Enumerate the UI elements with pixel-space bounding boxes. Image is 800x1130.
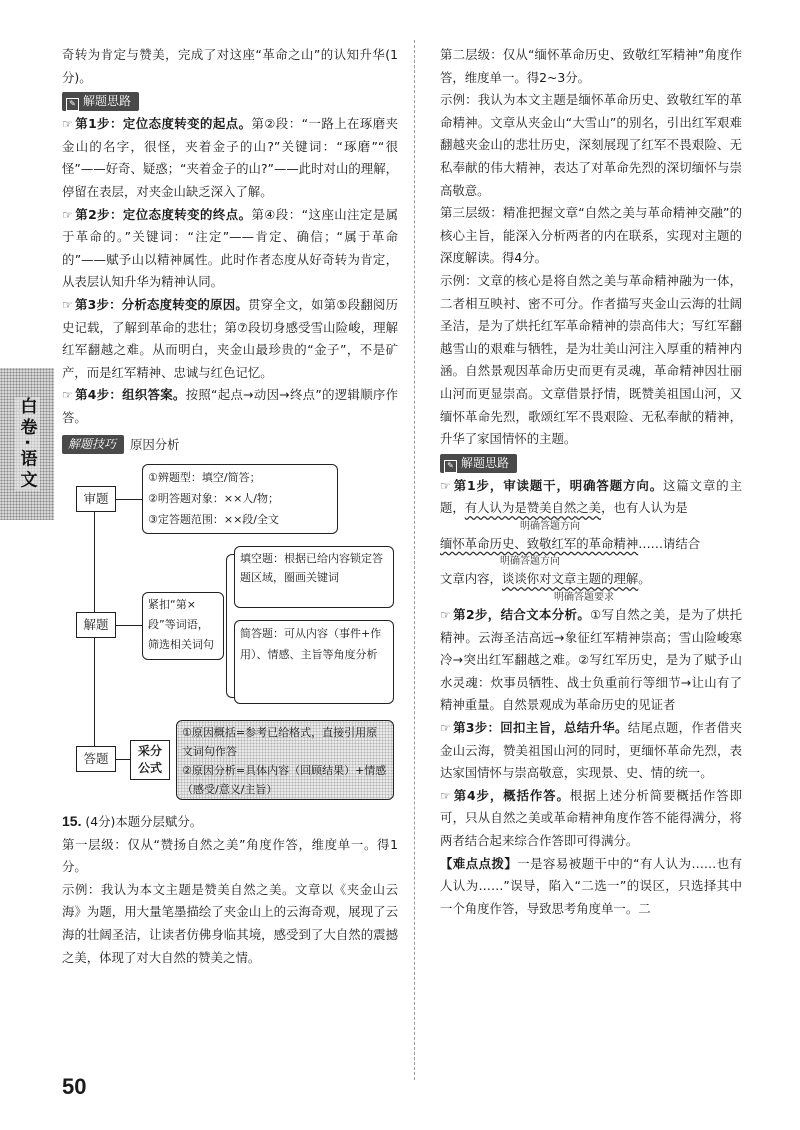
r-step-1-text-c: ……请结合	[638, 535, 701, 551]
edit-icon: ✎	[66, 98, 79, 111]
node-shen: 审题	[76, 486, 116, 512]
shen-items-box	[142, 464, 338, 534]
step-3	[62, 294, 398, 384]
step-2-head: 第2步：定位态度转变的终点。	[74, 206, 252, 222]
question-15-head	[62, 810, 398, 834]
r-step-1-line-2	[440, 533, 742, 556]
level-3: 第三层级：精准把握文章“自然之美与革命精神交融”的核心主旨，能深入分析两者的内在联系，实现对主题的深度解读。得4分。	[440, 205, 742, 266]
r-step-1-line-3	[440, 568, 742, 591]
hand-pointer-icon: ☞	[62, 388, 73, 403]
example-3: 示例：文章的核心是将自然之美与革命精神融为一体，二者相互映衬、密不可分。作者描写夹金山云海的壮阔圣洁，是为了烘托红军革命精神的崇高伟大；写红军翻越雪山的艰难与牺牲，是为壮美山河注入厚重的精神内涵。自然景观因革命历史而更有灵魂，革命精神因壮丽山河而更显崇高。文章借景抒情，既赞美祖国山河，又缅怀革命先烈，歌颂红军不畏艰险、无私奉献的精神，升华了家国情怀的主题。	[440, 272, 742, 447]
edit-icon: ✎	[444, 460, 457, 473]
hand-pointer-icon: ☞	[62, 297, 73, 312]
section-tag-label: 解题思路	[83, 94, 132, 109]
method-diagram	[62, 458, 398, 810]
hand-pointer-icon: ☞	[440, 478, 451, 493]
connector-shen	[116, 499, 142, 500]
da-item-2: ②原因分析=具体内容（回顾结果）+情感（感受/意义/主旨）	[182, 764, 387, 797]
example-2: 示例：我认为本文主题是缅怀革命历史、致敬红军的革命精神。文章从夹金山“大雪山”的别名，引出红军艰难翻越夹金山的悲壮历史，深刻展现了红军不畏艰险、无私奉献的伟大精神，表达了对革命先烈的深切缅怀与崇高敬意。	[440, 92, 742, 198]
column-divider	[414, 40, 415, 1080]
step-3-body: 贯穿全文，如第⑤段翻阅历史记载，了解到革命的悲壮；第⑦段切身感受雪山险峻，理解红军翻越之难。从而明白，夹金山最珍贵的“金子”，不是矿产，而是红军精神、忠诚与红色记忆。	[62, 296, 398, 380]
da-formula-box: 采分公式	[130, 740, 170, 780]
hand-pointer-icon: ☞	[62, 117, 73, 132]
shen-item-1: ①辨题型：填空/简答；	[148, 471, 261, 485]
step-1-body: 第②段：“一路上在琢磨夹金山的名字，很怪，夹着金子的山?”关键词：“琢磨”“很怪”——好奇、疑惑；“夹着金子的山?”——此时对山的理解，停留在表层，对夹金山缺乏深入了解。	[62, 116, 399, 199]
section-tag-analysis	[62, 92, 139, 111]
step-4-body: 按照“起点→动因→终点”的逻辑顺序作答。	[62, 387, 399, 425]
question-15-score: (4分)本题分层赋分。	[85, 814, 203, 830]
annotation-requirement: 明确答题要求	[554, 592, 614, 604]
da-item-1: ①原因概括=参考已给格式，直接引用原文词句作答	[182, 726, 378, 759]
step-2	[62, 204, 398, 294]
tip-header	[62, 434, 398, 457]
step-4	[62, 384, 398, 429]
r-step-4	[440, 785, 742, 853]
step-1-head: 第1步：定位态度转变的起点。	[74, 116, 252, 132]
hand-pointer-icon: ☞	[440, 721, 451, 736]
tip-tag: 解题技巧	[62, 435, 124, 454]
r-step-3	[440, 717, 742, 785]
difficulty-note	[440, 853, 742, 921]
jie-short-box: 简答题：可从内容（事件+作用）、情感、主旨等角度分析	[234, 620, 394, 704]
r-step-1-head: 第1步，审读题干，明确答题方向。	[452, 477, 664, 493]
r-step-3-head: 第3步：回扣主旨，总结升华。	[452, 720, 628, 736]
intro-paragraph: 奇转为肯定与赞美，完成了对这座“革命之山”的认知升华(1分)。	[62, 47, 398, 85]
shen-item-3: ③定答题范围：××段/全文	[148, 513, 280, 527]
step-4-head: 第4步：组织答案。	[74, 387, 186, 403]
da-items-box	[176, 720, 394, 800]
connector-da-v	[94, 728, 95, 746]
r-step-1-text-a: 这篇文章的主题，	[440, 477, 742, 516]
r-step-1-text-b: ，也有人认为是	[601, 500, 688, 516]
r-step-3-body: 结尾点题，作者借夹金山云海，赞美祖国山河的同时，更缅怀革命先烈，表达家国情怀与崇高敬意，实现景、史、情的统一。	[440, 720, 743, 781]
node-jie: 解题	[76, 612, 116, 638]
level-1: 第一层级：仅从“赞扬自然之美”角度作答，维度单一。得1分。	[62, 836, 398, 875]
step-2-body: 第④段：“这座山注定是属于革命的。”关键词：“注定”——肯定、确信；“属于革命的”——赋予山以精神属性。此时作者态度从好奇转为肯定，从表层认知升华为精神认同。	[62, 206, 399, 290]
example-1: 示例：我认为本文主题是赞美自然之美。文章以《夹金山云海》为题，用大量笔墨描绘了夹金山上的云海奇观，展现了云海的壮阔圣洁，让读者仿佛身临其境，感受到了大自然的震撼之美，体现了对大自然的赞美之情。	[62, 881, 398, 965]
section-tag-analysis-2	[440, 454, 517, 473]
r-step-2	[440, 604, 742, 717]
page-number: 50	[62, 1074, 87, 1099]
left-column	[62, 44, 398, 969]
r-step-2-head: 第2步，结合文本分析。	[452, 607, 591, 623]
hand-pointer-icon: ☞	[440, 788, 451, 803]
jie-fill-box: 填空题：根据已给内容锁定答题区域，圈画关键词	[234, 546, 394, 608]
r-step-1	[440, 475, 742, 520]
r-step-4-head: 第4步，概括作答。	[452, 787, 570, 803]
jie-mid-box: 紧扣“第×段”等词语，筛选相关词句	[142, 592, 224, 660]
connector-jie	[116, 625, 142, 626]
level-2: 第二层级：仅从“缅怀革命历史、致敬红军精神”角度作答，维度单一。得2~3分。	[440, 47, 742, 85]
node-da: 答题	[76, 746, 116, 772]
tip-label: 原因分析	[130, 436, 180, 452]
step-3-head: 第3步：分析态度转变的原因。	[74, 296, 248, 312]
r-step-1-wavy-3: 谈谈你对文章主题的理解	[501, 571, 639, 587]
side-tab	[0, 368, 54, 520]
hand-pointer-icon: ☞	[62, 207, 73, 222]
side-tab-label: 白卷·语文	[15, 397, 40, 491]
r-step-1-text-e: 。	[638, 571, 651, 587]
difficulty-body: 一是容易被题干中的“有人认为……也有人认为……”误导，陷入“二选一”的误区，只选择其中一个角度作答，导致思考角度单一。二	[440, 855, 742, 916]
r-step-1-text-d: 文章内容，	[440, 571, 502, 587]
right-column	[440, 44, 742, 920]
hand-pointer-icon: ☞	[440, 608, 451, 623]
section-tag-label: 解题思路	[461, 455, 510, 470]
r-step-1-wavy-1: 有人认为是赞美自然之美	[464, 500, 602, 516]
r-step-4-body: 根据上述分析简要概括作答即可，只从自然之美或革命精神角度作答不能得满分，将两者结合起来综合作答即可得满分。	[440, 787, 743, 848]
connector-da	[116, 759, 130, 760]
difficulty-tag: 【难点点拨】	[440, 855, 518, 871]
shen-item-2: ②明答题对象：××人/物；	[148, 492, 280, 506]
r-step-2-body: ①写自然之美，是为了烘托精神。云海圣洁高远→象征红军精神崇高；雪山险峻寒冷→突出红军翻越之难。②写红军历史，是为了赋予山水灵魂：炊事员牺牲、战士负重前行等细节→让山有了精神重量。自然景观成为革命历史的见证者	[440, 607, 743, 713]
question-number: 15.	[62, 813, 82, 830]
annotation-direction-2: 明确答题方向	[500, 556, 560, 568]
step-1	[62, 113, 398, 203]
annotation-direction-1: 明确答题方向	[520, 520, 580, 532]
r-step-1-wavy-2: 缅怀革命历史、致敬红军的革命精神	[440, 535, 639, 551]
